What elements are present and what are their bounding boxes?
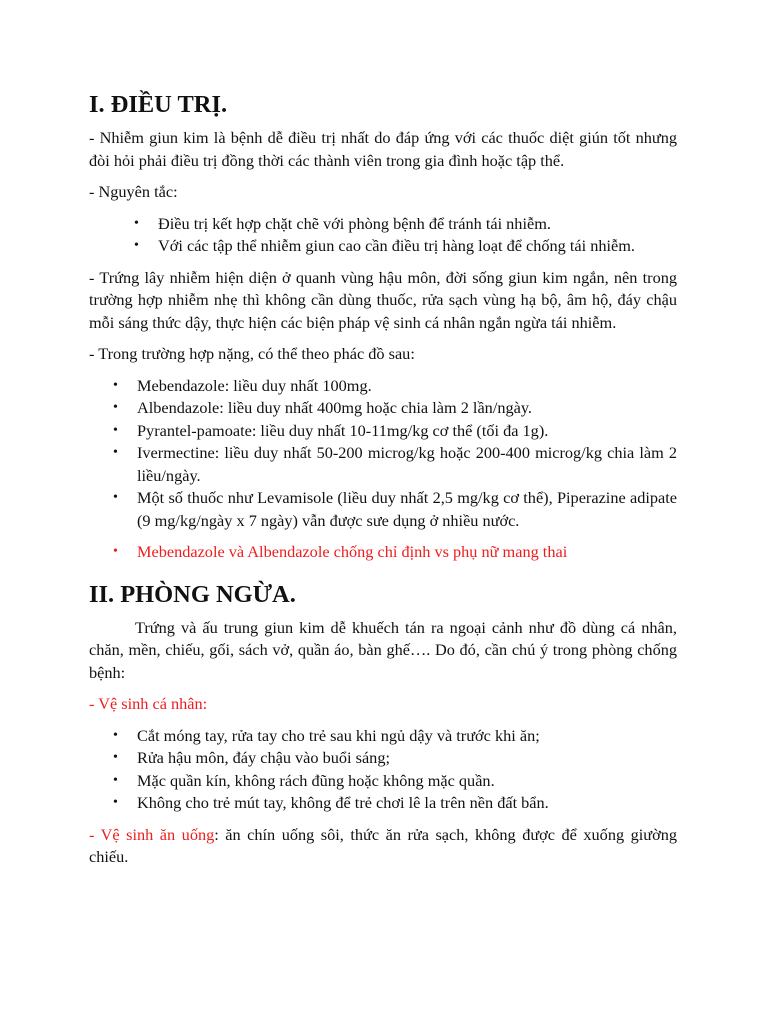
- personal-hygiene-label: - Vệ sinh cá nhân:: [89, 694, 208, 713]
- personal-hygiene-list: [89, 725, 677, 815]
- list-item: • Rửa hậu môn, đáy chậu vào buổi sáng;: [89, 747, 677, 770]
- list-item: • Với các tập thể nhiễm giun cao cần điều trị hàng loạt để chống tái nhiễm.: [89, 235, 677, 258]
- list-item: • Điều trị kết hợp chặt chẽ với phòng bệnh để tránh tái nhiễm.: [89, 213, 677, 236]
- mild-case-paragraph: - Trứng lây nhiễm hiện diện ở quanh vùng hậu môn, đời sống giun kim ngắn, nên trong trường hợp nhiễm nhẹ thì không cần dùng thuốc, rửa sạch vùng hạ bộ, âm hộ, đáy chậu mỗi sáng thức dậy, thực hiện các biện pháp vệ sinh cá nhân ngắn ngừa tái nhiễm.: [89, 267, 677, 332]
- list-item: • Mặc quần kín, không rách đũng hoặc không mặc quần.: [89, 770, 677, 793]
- bullet-icon: •: [113, 490, 118, 505]
- list-item: • Pyrantel-pamoate: liều duy nhất 10-11mg/kg cơ thể (tối đa 1g).: [89, 420, 677, 443]
- treatment-intro: - Nhiễm giun kim là bệnh dễ điều trị nhất do đáp ứng với các thuốc diệt giún tốt nhưng đòi hỏi phải điều trị đồng thời các thành viên trong gia đình hoặc tập thể.: [89, 128, 677, 170]
- list-item: • Không cho trẻ mút tay, không để trẻ chơi lê la trên nền đất bẩn.: [89, 792, 677, 815]
- bullet-icon: •: [134, 215, 139, 231]
- food-hygiene-paragraph: [89, 824, 677, 869]
- list-item: • Albendazole: liều duy nhất 400mg hoặc chia làm 2 lần/ngày.: [89, 397, 677, 420]
- list-item: • Cắt móng tay, rửa tay cho trẻ sau khi ngủ dậy và trước khi ăn;: [89, 725, 677, 748]
- pregnancy-warning: • Mebendazole và Albendazole chống chỉ định vs phụ nữ mang thai: [89, 541, 677, 564]
- bullet-icon: •: [113, 445, 118, 460]
- list-item: • Mebendazole: liều duy nhất 100mg.: [89, 375, 677, 398]
- prevention-intro: Trứng và ấu trung giun kim dễ khuếch tán ra ngoại cảnh như đồ dùng cá nhân, chăn, mền, chiếu, gối, sách vở, quần áo, bàn ghế…. Do đó, cần chú ý trong phòng chống bệnh:: [89, 617, 677, 682]
- bullet-icon: •: [113, 377, 118, 393]
- principle-label: - Nguyên tắc:: [89, 182, 178, 201]
- section-treatment-title: I. ĐIỀU TRỊ.: [89, 91, 228, 118]
- severe-case-label: - Trong trường hợp nặng, có thể theo phác đồ sau:: [89, 344, 415, 363]
- bullet-icon: •: [113, 772, 118, 788]
- bullet-icon: •: [113, 422, 118, 438]
- bullet-icon: •: [113, 795, 118, 810]
- food-hygiene-label: - Vệ sinh ăn uống: [89, 824, 215, 844]
- section-prevention-title: II. PHÒNG NGỪA.: [89, 580, 296, 608]
- warning-list: [89, 541, 677, 564]
- document-body: [89, 91, 677, 869]
- food-hygiene-text: : ăn chín uống sôi, thức ăn rửa sạch, không được để xuống giường chiếu.: [89, 824, 677, 866]
- drug-list: [89, 375, 677, 533]
- bullet-icon: •: [134, 238, 139, 253]
- bullet-icon: •: [113, 727, 118, 743]
- bullet-icon: •: [113, 400, 118, 415]
- list-item: • Một số thuốc như Levamisole (liều duy nhất 2,5 mg/kg cơ thể), Piperazine adipate (9 mg/kg/ngày x 7 ngày) vẫn được sưe dụng ở nhiều nước.: [113, 488, 677, 530]
- list-item: • Ivermectine: liều duy nhất 50-200 microg/kg hoặc 200-400 microg/kg chia làm 2 liều/ngày.: [113, 443, 677, 485]
- bullet-icon: •: [113, 750, 118, 765]
- bullet-icon: •: [113, 544, 118, 559]
- principle-list: [89, 213, 677, 258]
